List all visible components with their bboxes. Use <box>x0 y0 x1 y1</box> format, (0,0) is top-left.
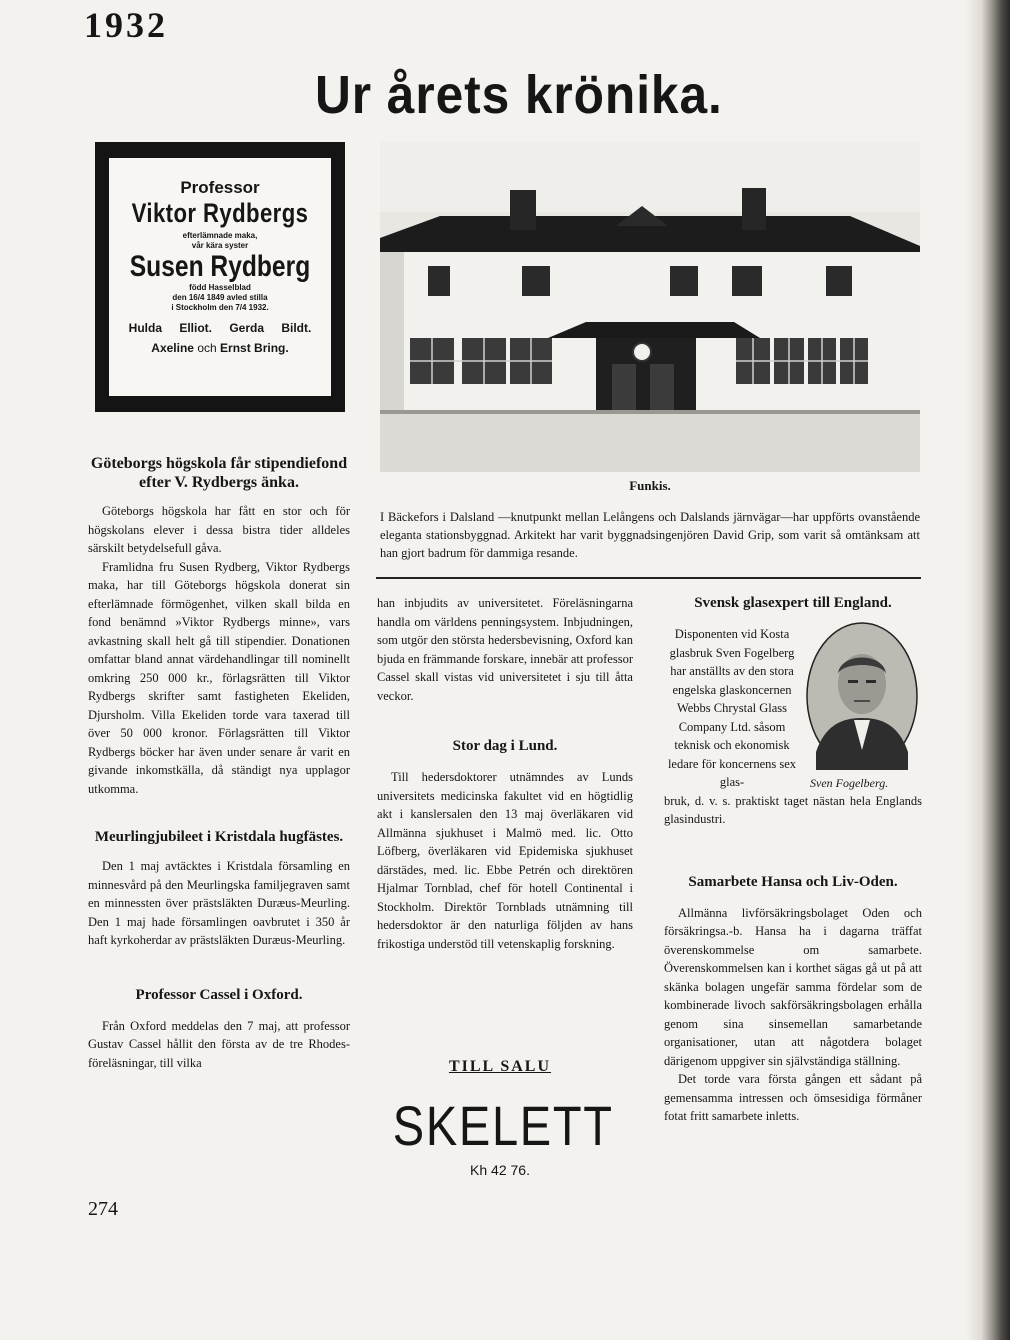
ad-phone: Kh 42 76. <box>470 1162 530 1178</box>
article-meurling-p1: Den 1 maj avtäcktes i Kristdala församling en minnesvård på den Meurlingska familjegraven samt en minnessten över prästsläkten Duræus-Meurling. Den 1 maj hade församlingen oavbrutet i 350 år haft kyrkoherdar av prästsläkten Duræus-Meurling. <box>88 859 350 947</box>
article-title-glasexpert: Svensk glasexpert till England. <box>694 595 892 611</box>
article-title-hansa: Samarbete Hansa och Liv-Oden. <box>688 873 898 890</box>
column-1 <box>88 454 350 1072</box>
article-glasexpert-p1a: Disponenten vid Kosta glasbruk Sven Fogelberg har anställts av den stora engelska glaskoncernen Webbs Chrystal Glass Company Ltd. såsom teknisk och ekonomisk ledare för koncernens sex glas- <box>667 627 797 789</box>
page-number: 274 <box>88 1198 118 1220</box>
obituary-line-3a: efterlämnade maka, <box>182 231 258 240</box>
obituary-line-7a: Axeline <box>151 341 194 355</box>
obituary-line-5a: född Hasselblad <box>189 283 251 292</box>
photo-caption-title: Funkis. <box>629 478 671 493</box>
page-title: Ur årets krönika. <box>315 65 723 125</box>
ad-word: SKELETT <box>392 1094 614 1157</box>
article-glasexpert-p1b: bruk, d. v. s. praktiskt taget nästan hela Englands glasindustri. <box>664 793 922 826</box>
obituary-line-7c: Ernst Bring. <box>220 341 289 355</box>
obituary-line-3b: vår kära syster <box>191 241 249 250</box>
article-title-lund: Stor dag i Lund. <box>452 738 558 754</box>
year-heading: 1932 <box>84 5 168 45</box>
portrait-caption: Sven Fogelberg. <box>810 776 889 790</box>
photo-caption-body: I Bäckefors i Dalsland —knutpunkt mellan Lelångens och Dalslands järnvägar—har uppförts ovanstående eleganta stationsbyggnad. Arkitekt har varit byggnadsingenjören David Grip, som varit så omtänksam att han gjort badrum för dammiga resande. <box>380 510 920 560</box>
article-hansa-p2: Det torde vara första gången ett sådant på gemensamma intressen och ömsesidiga förmåner fotat fritt samarbete inletts. <box>664 1072 922 1123</box>
obituary-line-5b: den 16/4 1849 avled stilla <box>172 293 268 302</box>
article-lund-p1: Till hedersdoktorer utnämndes av Lunds universitets medicinska fakultet vid en högtidlig akt i kanslersalen den 13 maj överläkaren vid Allmänna sjukhuset i Malmö med. lic. Otto Löfberg, överläkaren vid Epidemiska sjukhuset därstädes, med. lic. Ebbe Petrén och direktören Hjalmar Tornblad, chef för hotell Continental i Stockholm. Direktör Tornblads utnämning till hedersdoktor är den naturliga följden av hans frikostiga understöd till vetenskaplig forskning. <box>377 770 633 951</box>
obituary-inner <box>109 158 331 396</box>
article-title-hogskola: Göteborgs högskola får stipendiefond efter V. Rydbergs änka. <box>90 455 348 491</box>
article-hogskola-p1: Göteborgs högskola har fått en stor och för högskolans elever i dessa bistra tider alldeles särskilt betydelsefull gåva. <box>88 504 350 555</box>
book-spine-edge <box>982 0 1010 1340</box>
article-cassel-continued: han inbjudits av universitetet. Föreläsningarna handla om världens penningsystem. Inbjudningen, som utgör den största hedersbevisning, Oxford kan bjuda en främmande forskare, innebär att professor Cassel skall vistas vid universitetet i sju till åtta veckor. <box>377 596 633 703</box>
page-gutter-shadow <box>966 0 982 1340</box>
obituary-signers-2 <box>109 341 331 355</box>
ad-heading: TILL SALU <box>448 1058 552 1075</box>
obituary-line-1: Professor <box>180 178 260 197</box>
obituary-signers-1: Hulda Elliot. Gerda Bildt. <box>128 321 312 335</box>
obituary-line-2: Viktor Rydbergs <box>131 198 309 228</box>
obituary-line-7b: och <box>197 341 217 355</box>
article-cassel-p1: Från Oxford meddelas den 7 maj, att professor Gustav Cassel hållit den första av de tre Rhodes-föreläsningar, till vilka <box>88 1018 350 1070</box>
portrait-photo <box>806 622 918 770</box>
column-2 <box>377 594 633 953</box>
station-photo <box>380 142 920 472</box>
obituary-line-5c: i Stockholm den 7/4 1932. <box>171 303 269 312</box>
article-title-meurling: Meurlingjubileet i Kristdala hugfästes. <box>94 829 344 845</box>
article-hogskola-p2: Framlidna fru Susen Rydberg, Viktor Rydbergs maka, har till Göteborgs högskola donerat sin efterlämnade förmögenhet, vilken skall bilda en fond benämnd »Viktor Rydbergs minne», vars avkastning skall helt gå till stipendier. Donationen omfattar bland annat värdehandlingar till nominellt omkring 250 000 kr., förlagsrätten till Viktor Rydbergs skrifter samt fastigheten Ekeliden, Djursholm. Villa Ekeliden torde vara taxerad till över 50 000 kronor. Förlagsrätten till Viktor Rydbergs böcker har även under senare år varit en givande inkomstkälla, då ständigt nya upplagor utkomma. <box>88 559 350 796</box>
obituary-notice <box>95 142 345 412</box>
article-hansa-p1: Allmänna livförsäkringsbolaget Oden och försäkringsa.-b. Hansa ha i dagarna träffat överenskommelse om samarbete. Överenskommelsen kan i korthet sägas gå ut på att skänka bolagen ungefär samma fördelar som de kombinerade livoch sakförsäkringsbolagen erhålla genom sina sinsemellan samarbetande organisationer, utan att någotdera bolaget därigenom uppgiver sin självständiga ställning. <box>664 905 922 1068</box>
section-divider <box>376 577 921 579</box>
article-title-cassel: Professor Cassel i Oxford. <box>135 986 303 1003</box>
obituary-name: Susen Rydberg <box>129 250 311 283</box>
